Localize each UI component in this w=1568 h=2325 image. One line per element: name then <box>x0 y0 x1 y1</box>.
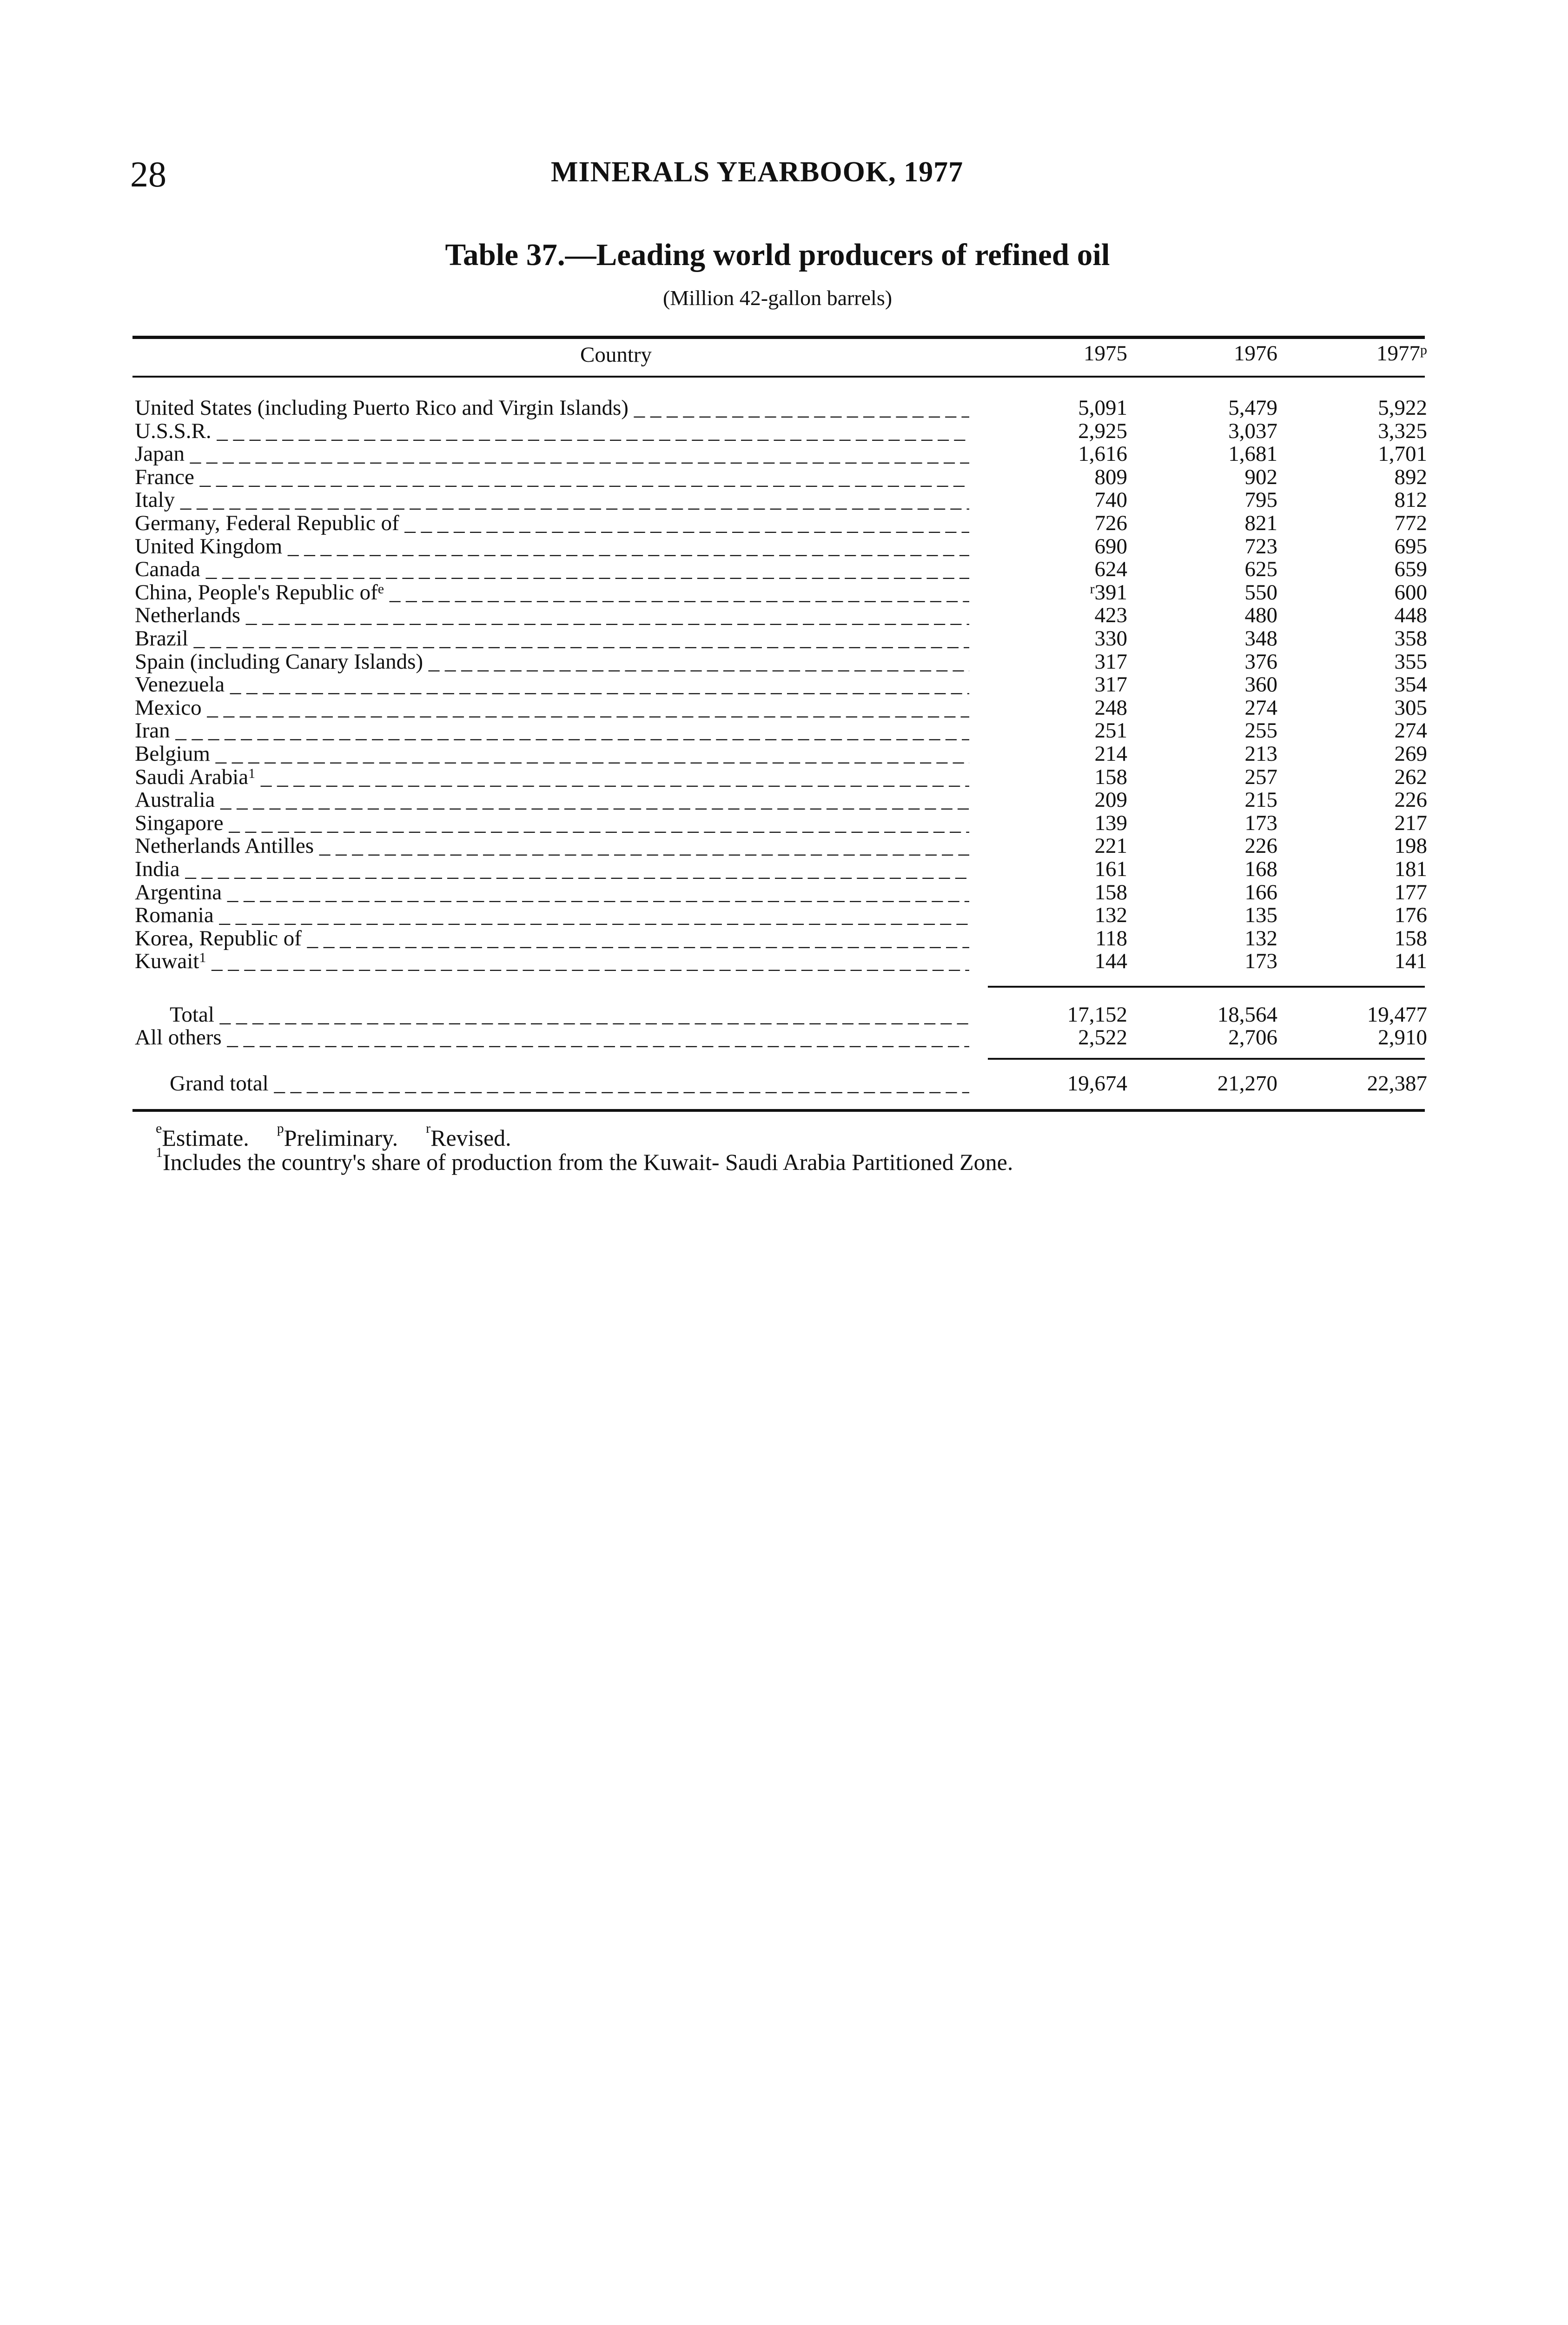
table-row-1976: 226 <box>1244 834 1277 858</box>
value-1975: 740 <box>1094 488 1127 512</box>
table-row-1976: 173 <box>1244 811 1277 835</box>
country-name: Venezuela <box>135 673 225 696</box>
table-row-country <box>135 397 969 419</box>
table-row-1975 <box>988 420 1127 443</box>
table-row-1976: 902 <box>1244 465 1277 489</box>
country-name: Belgium <box>135 743 210 765</box>
table-row-1976: 480 <box>1244 603 1277 627</box>
table-row-country <box>135 489 969 512</box>
value-1975: 132 <box>1094 903 1127 927</box>
table-row-1977: 448 <box>1394 603 1427 627</box>
grand-total-1977: 22,387 <box>1367 1071 1427 1096</box>
table-row-1976: 625 <box>1244 557 1277 581</box>
table-row-1977: 198 <box>1394 834 1427 858</box>
country-footnote-mark: e <box>377 581 384 597</box>
footnote-legend <box>156 1121 511 1151</box>
column-header-country: Country <box>580 343 652 367</box>
table-row-1976: 132 <box>1244 926 1277 950</box>
table-row-1977: 695 <box>1394 534 1427 558</box>
table-row-1976: 257 <box>1244 765 1277 789</box>
table-row-1977: 659 <box>1394 557 1427 581</box>
table-row-1977: 269 <box>1394 742 1427 766</box>
table-row-1975 <box>988 651 1127 673</box>
table-row-country <box>135 812 969 835</box>
estimate-text: Estimate. <box>162 1125 249 1151</box>
table-row-1976: 821 <box>1244 511 1277 535</box>
country-name: Singapore <box>135 812 224 835</box>
total-row-label: Total _ _ _ <box>170 1003 969 1026</box>
table-row-1975 <box>988 858 1127 881</box>
value-1975: 1,616 <box>1078 442 1127 466</box>
column-header-1976: 1976 <box>1234 341 1277 365</box>
value-1975: 690 <box>1094 534 1127 558</box>
country-footnote-mark: 1 <box>199 950 206 965</box>
value-1975: 248 <box>1094 696 1127 720</box>
footnote-1 <box>156 1145 1013 1176</box>
table-row-1977: 354 <box>1394 672 1427 697</box>
table-row-country <box>135 651 969 673</box>
country-name: India <box>135 858 180 881</box>
table-row-1976: 168 <box>1244 857 1277 881</box>
table-row-1975 <box>988 697 1127 719</box>
country-name: Netherlands Antilles <box>135 835 314 857</box>
table-row-country <box>135 743 969 765</box>
table-row-country <box>135 466 969 489</box>
footnote-1-mark: 1 <box>156 1145 163 1160</box>
table-row-1976: 3,037 <box>1228 419 1277 443</box>
preliminary-footnote-mark: p <box>277 1121 284 1136</box>
value-1975: 221 <box>1094 834 1127 858</box>
table-row-1976: 348 <box>1244 626 1277 651</box>
country-name: Korea, Republic of <box>135 927 302 950</box>
country-name: Kuwait <box>135 950 199 973</box>
table-row-country <box>135 835 969 857</box>
value-1975: 251 <box>1094 718 1127 743</box>
table-row-1977: 262 <box>1394 765 1427 789</box>
table-row-1977: 177 <box>1394 880 1427 904</box>
value-1975: 139 <box>1094 811 1127 835</box>
country-name: United Kingdom <box>135 535 283 558</box>
table-row-1975 <box>988 789 1127 811</box>
table-row-1975 <box>988 535 1127 558</box>
country-name: Germany, Federal Republic of <box>135 512 399 535</box>
table-row-country <box>135 904 969 927</box>
column-header-1977 <box>1288 342 1427 365</box>
all-others-row-label: All others _ _ _ <box>135 1026 969 1049</box>
table-row-1975 <box>988 627 1127 650</box>
value-1975: 158 <box>1094 765 1127 789</box>
table-row-1975 <box>988 927 1127 950</box>
value-1975: 5,091 <box>1078 396 1127 420</box>
value-1975: 144 <box>1094 949 1127 973</box>
table-row-country <box>135 950 969 973</box>
all-others-1975: 2,522 <box>1078 1025 1127 1050</box>
country-name: Romania <box>135 904 214 927</box>
footnote-1-text: Includes the country's share of production from the Kuwait- Saudi Arabia Partitioned Zone. <box>163 1149 1013 1175</box>
column-header-1977-year: 1977 <box>1376 341 1420 365</box>
table-row-country <box>135 766 969 789</box>
table-row-1977: 305 <box>1394 696 1427 720</box>
page-number: 28 <box>130 154 166 194</box>
table-row-country <box>135 420 969 443</box>
country-name: Argentina <box>135 881 222 904</box>
value-1975: 726 <box>1094 511 1127 535</box>
grand-total-row-label: Grand total _ _ _ <box>170 1072 969 1095</box>
table-row-1977: 355 <box>1394 650 1427 674</box>
table-row-1975 <box>988 604 1127 627</box>
table-row-1975 <box>988 904 1127 927</box>
column-header-1975: 1975 <box>1084 341 1127 365</box>
table-row-1977: 226 <box>1394 788 1427 812</box>
table-row-country <box>135 719 969 742</box>
value-1975: 624 <box>1094 557 1127 581</box>
value-1975: 809 <box>1094 465 1127 489</box>
table-row-1975 <box>988 512 1127 535</box>
table-row-1975 <box>988 881 1127 904</box>
table-row-1977: 358 <box>1394 626 1427 651</box>
table-row-1975 <box>988 719 1127 742</box>
country-footnote-mark: 1 <box>248 766 256 781</box>
table-row-1976: 360 <box>1244 672 1277 697</box>
all-others-1977: 2,910 <box>1378 1025 1427 1050</box>
table-row-1977: 158 <box>1394 926 1427 950</box>
table-row-1975 <box>988 743 1127 765</box>
country-name: U.S.S.R. <box>135 420 212 443</box>
revised-value-mark: r <box>1090 581 1095 597</box>
table-row-1976: 274 <box>1244 696 1277 720</box>
country-name: Italy <box>135 489 175 512</box>
country-name: Netherlands <box>135 604 241 627</box>
table-row-country <box>135 581 969 604</box>
table-row-1975 <box>988 673 1127 696</box>
table-row-1976: 135 <box>1244 903 1277 927</box>
value-1975: 317 <box>1094 672 1127 697</box>
table-row-1975 <box>988 489 1127 512</box>
table-row-1977: 812 <box>1394 488 1427 512</box>
country-name: Saudi Arabia <box>135 766 249 789</box>
table-row-country <box>135 443 969 465</box>
table-row-country <box>135 881 969 904</box>
preliminary-text: Preliminary. <box>284 1125 398 1151</box>
table-row-country <box>135 789 969 811</box>
table-row-1977: 3,325 <box>1378 419 1427 443</box>
table-row-1976: 215 <box>1244 788 1277 812</box>
table-row-1975 <box>988 397 1127 419</box>
revised-text: Revised. <box>430 1125 511 1151</box>
table-row-1976: 376 <box>1244 650 1277 674</box>
table-row-1976: 173 <box>1244 949 1277 973</box>
country-name: France <box>135 466 194 489</box>
table-row-1977: 772 <box>1394 511 1427 535</box>
table-row-1976: 5,479 <box>1228 396 1277 420</box>
country-name: Spain (including Canary Islands) <box>135 651 423 673</box>
table-row-1977: 176 <box>1394 903 1427 927</box>
total-top-rule <box>988 986 1425 988</box>
country-name: Brazil <box>135 627 188 650</box>
table-row-country <box>135 535 969 558</box>
total-1976: 18,564 <box>1217 1003 1277 1027</box>
table-row-1976: 1,681 <box>1228 442 1277 466</box>
table-row-1975 <box>988 950 1127 973</box>
value-1975: 161 <box>1094 857 1127 881</box>
estimate-mark: e <box>156 1121 162 1136</box>
value-1975: 391 <box>1094 580 1127 604</box>
country-name: Mexico <box>135 697 202 719</box>
table-row-country <box>135 558 969 581</box>
revised-mark: r <box>426 1121 431 1136</box>
table-row-country <box>135 512 969 535</box>
table-row-1977: 600 <box>1394 580 1427 604</box>
table-row-1977: 5,922 <box>1378 396 1427 420</box>
table-top-rule <box>132 336 1425 339</box>
total-1977: 19,477 <box>1367 1003 1427 1027</box>
table-row-1975 <box>988 558 1127 581</box>
country-name: Japan <box>135 443 185 465</box>
table-title: Table 37.—Leading world producers of refined oil <box>445 238 1110 272</box>
grand-total-1976: 21,270 <box>1217 1071 1277 1096</box>
table-row-1975 <box>988 766 1127 789</box>
table-row-1975 <box>988 443 1127 465</box>
country-name: Canada <box>135 558 200 581</box>
table-row-1975 <box>988 466 1127 489</box>
table-bottom-rule <box>132 1109 1425 1112</box>
value-1975: 118 <box>1095 926 1127 950</box>
preliminary-mark: p <box>1420 342 1427 358</box>
country-name: Iran <box>135 719 170 742</box>
table-row-1976: 166 <box>1244 880 1277 904</box>
value-1975: 209 <box>1094 788 1127 812</box>
total-1975: 17,152 <box>1067 1003 1127 1027</box>
running-title: MINERALS YEARBOOK, 1977 <box>551 156 964 188</box>
value-1975: 2,925 <box>1078 419 1127 443</box>
table-row-1976: 795 <box>1244 488 1277 512</box>
country-name: Australia <box>135 789 215 811</box>
value-1975: 214 <box>1094 742 1127 766</box>
table-row-1975 <box>988 835 1127 857</box>
table-row-country <box>135 627 969 650</box>
all-others-1976: 2,706 <box>1228 1025 1277 1050</box>
value-1975: 423 <box>1094 603 1127 627</box>
table-row-1976: 723 <box>1244 534 1277 558</box>
table-row-country <box>135 858 969 881</box>
table-row-country <box>135 697 969 719</box>
country-name: China, People's Republic of <box>135 581 378 604</box>
table-row-1975 <box>988 581 1127 604</box>
table-row-country <box>135 927 969 950</box>
value-1975: 330 <box>1094 626 1127 651</box>
header-bottom-rule <box>132 376 1425 378</box>
table-row-1977: 181 <box>1394 857 1427 881</box>
country-name: United States (including Puerto Rico and Virgin Islands) <box>135 397 629 419</box>
table-row-1975 <box>988 812 1127 835</box>
table-row-1977: 1,701 <box>1378 442 1427 466</box>
table-row-1977: 141 <box>1394 949 1427 973</box>
table-row-1976: 550 <box>1244 580 1277 604</box>
table-row-1977: 274 <box>1394 718 1427 743</box>
table-row-country <box>135 673 969 696</box>
value-1975: 158 <box>1094 880 1127 904</box>
table-row-1976: 255 <box>1244 718 1277 743</box>
table-subtitle: (Million 42-gallon barrels) <box>662 286 893 310</box>
grand-total-1975: 19,674 <box>1067 1071 1127 1096</box>
table-row-country <box>135 604 969 627</box>
value-1975: 317 <box>1094 650 1127 674</box>
table-row-1977: 217 <box>1394 811 1427 835</box>
table-row-1977: 892 <box>1394 465 1427 489</box>
table-row-1976: 213 <box>1244 742 1277 766</box>
grand-total-top-rule <box>988 1058 1425 1060</box>
